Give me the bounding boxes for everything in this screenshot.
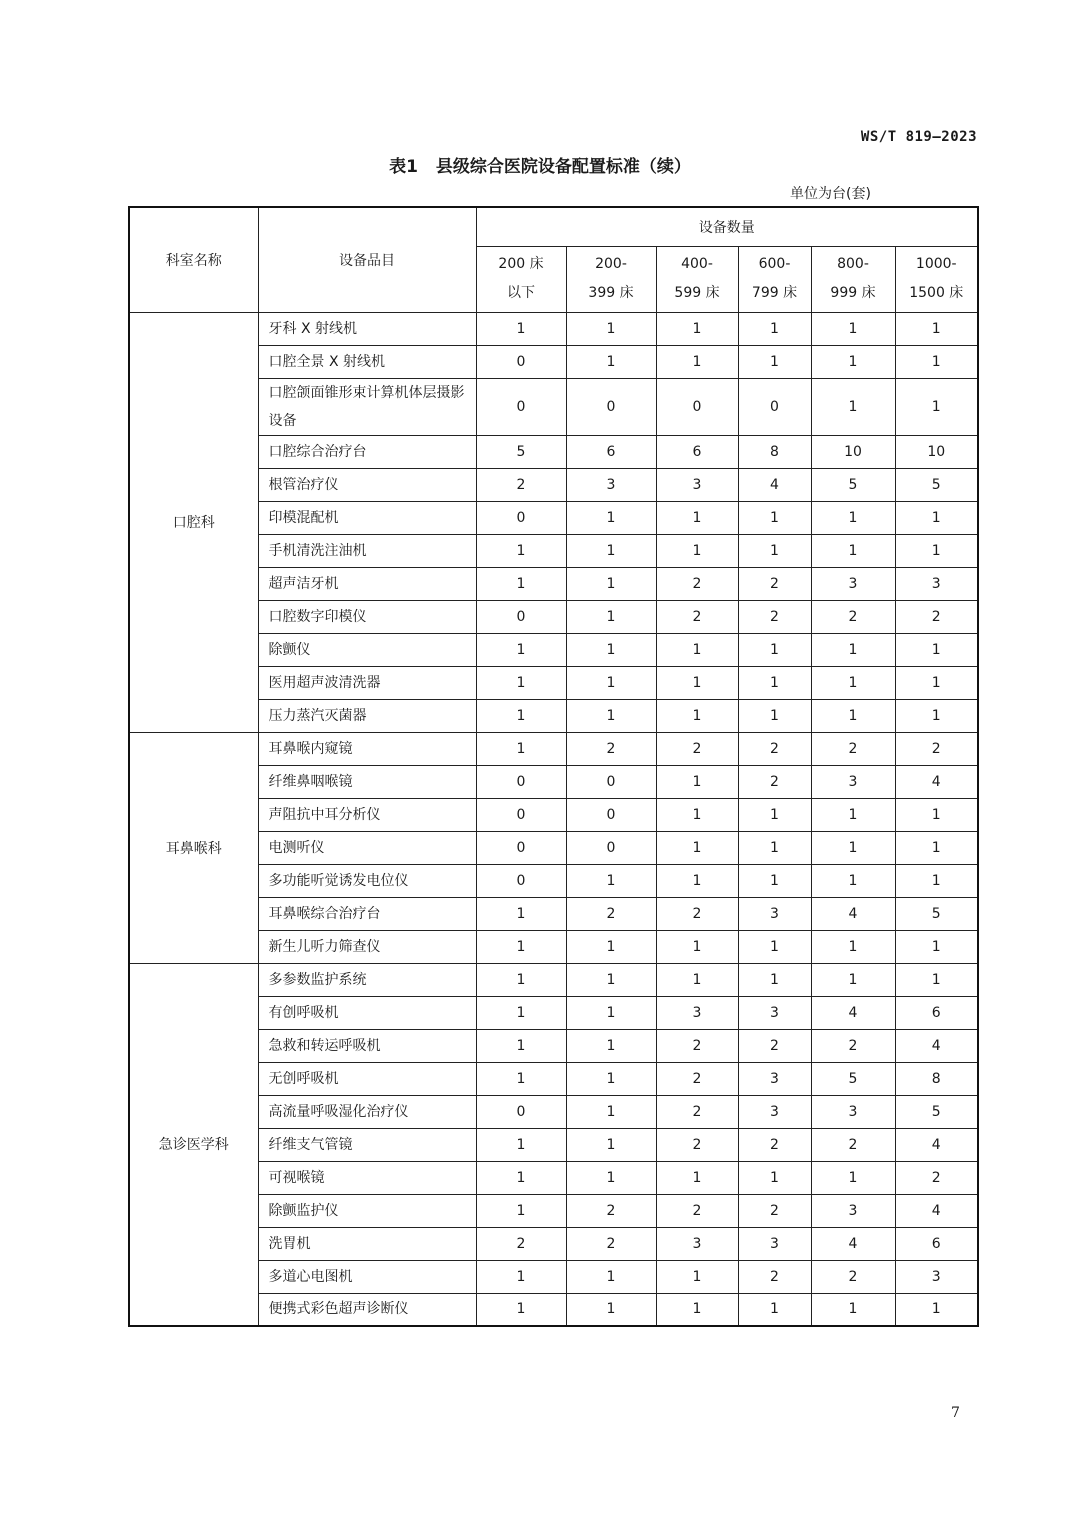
equipment-table	[128, 206, 979, 1327]
quantity-cell: 1	[738, 666, 811, 699]
quantity-cell: 2	[656, 1128, 738, 1161]
quantity-cell: 3	[811, 765, 895, 798]
quantity-cell: 10	[895, 435, 978, 468]
quantity-cell: 2	[738, 567, 811, 600]
quantity-cell: 1	[738, 798, 811, 831]
equipment-item-cell: 便携式彩色超声诊断仪	[258, 1293, 476, 1326]
quantity-cell: 2	[566, 732, 656, 765]
quantity-cell: 2	[811, 1260, 895, 1293]
equipment-item-cell: 印模混配机	[258, 501, 476, 534]
quantity-cell: 0	[566, 765, 656, 798]
header-bed-col: 1000- 1500 床	[895, 246, 978, 312]
table-row	[129, 963, 978, 996]
quantity-cell: 0	[476, 798, 566, 831]
quantity-cell: 10	[811, 435, 895, 468]
equipment-item-cell: 声阻抗中耳分析仪	[258, 798, 476, 831]
quantity-cell: 5	[895, 1095, 978, 1128]
equipment-item-cell: 口腔颌面锥形束计算机体层摄影设备	[258, 378, 476, 435]
quantity-cell: 3	[895, 567, 978, 600]
quantity-cell: 1	[566, 567, 656, 600]
quantity-cell: 1	[738, 1161, 811, 1194]
quantity-cell: 1	[476, 963, 566, 996]
dept-name-cell: 口腔科	[129, 312, 258, 732]
quantity-cell: 1	[656, 345, 738, 378]
quantity-cell: 2	[738, 1029, 811, 1062]
quantity-cell: 0	[566, 798, 656, 831]
quantity-cell: 1	[738, 831, 811, 864]
equipment-item-cell: 可视喉镜	[258, 1161, 476, 1194]
quantity-cell: 0	[476, 864, 566, 897]
equipment-item-cell: 纤维支气管镜	[258, 1128, 476, 1161]
quantity-cell: 2	[895, 732, 978, 765]
quantity-cell: 1	[738, 633, 811, 666]
quantity-cell: 1	[566, 501, 656, 534]
quantity-cell: 2	[476, 1227, 566, 1260]
table-title	[0, 152, 1080, 177]
quantity-cell: 0	[476, 378, 566, 435]
header-item: 设备品目	[258, 207, 476, 312]
quantity-cell: 1	[566, 312, 656, 345]
quantity-cell: 1	[476, 732, 566, 765]
quantity-cell: 1	[566, 1029, 656, 1062]
quantity-cell: 1	[656, 666, 738, 699]
quantity-cell: 6	[895, 1227, 978, 1260]
table-row	[129, 732, 978, 765]
quantity-cell: 1	[811, 1293, 895, 1326]
quantity-cell: 2	[738, 1128, 811, 1161]
quantity-cell: 6	[566, 435, 656, 468]
quantity-cell: 1	[566, 345, 656, 378]
quantity-cell: 5	[811, 468, 895, 501]
quantity-cell: 1	[656, 765, 738, 798]
header-bed-col: 200 床 以下	[476, 246, 566, 312]
quantity-cell: 1	[656, 699, 738, 732]
quantity-cell: 2	[738, 732, 811, 765]
quantity-cell: 1	[656, 1161, 738, 1194]
quantity-cell: 1	[656, 798, 738, 831]
quantity-cell: 2	[811, 732, 895, 765]
quantity-cell: 2	[738, 600, 811, 633]
quantity-cell: 1	[895, 930, 978, 963]
quantity-cell: 2	[566, 897, 656, 930]
quantity-cell: 2	[738, 1194, 811, 1227]
quantity-cell: 1	[566, 1128, 656, 1161]
quantity-cell: 1	[811, 378, 895, 435]
quantity-cell: 1	[811, 633, 895, 666]
quantity-cell: 1	[656, 930, 738, 963]
quantity-cell: 1	[656, 1260, 738, 1293]
quantity-cell: 2	[811, 600, 895, 633]
quantity-cell: 1	[811, 534, 895, 567]
quantity-cell: 1	[738, 501, 811, 534]
quantity-cell: 3	[566, 468, 656, 501]
quantity-cell: 1	[476, 312, 566, 345]
quantity-cell: 1	[895, 798, 978, 831]
equipment-item-cell: 新生儿听力筛查仪	[258, 930, 476, 963]
equipment-item-cell: 多参数监护系统	[258, 963, 476, 996]
quantity-cell: 1	[656, 864, 738, 897]
quantity-cell: 1	[811, 501, 895, 534]
quantity-cell: 1	[895, 633, 978, 666]
header-bed-col: 800- 999 床	[811, 246, 895, 312]
quantity-cell: 6	[656, 435, 738, 468]
quantity-cell: 1	[895, 378, 978, 435]
quantity-cell: 1	[895, 666, 978, 699]
quantity-cell: 1	[476, 534, 566, 567]
quantity-cell: 1	[566, 666, 656, 699]
quantity-cell: 3	[738, 1062, 811, 1095]
quantity-cell: 2	[656, 567, 738, 600]
quantity-cell: 1	[811, 699, 895, 732]
quantity-cell: 4	[895, 1128, 978, 1161]
quantity-cell: 3	[811, 567, 895, 600]
quantity-cell: 1	[476, 930, 566, 963]
quantity-cell: 0	[476, 600, 566, 633]
quantity-cell: 2	[566, 1227, 656, 1260]
quantity-cell: 1	[566, 1161, 656, 1194]
quantity-cell: 1	[738, 930, 811, 963]
quantity-cell: 2	[811, 1128, 895, 1161]
equipment-item-cell: 超声洁牙机	[258, 567, 476, 600]
quantity-cell: 3	[656, 996, 738, 1029]
quantity-cell: 2	[656, 1029, 738, 1062]
quantity-cell: 2	[656, 732, 738, 765]
table-header	[129, 207, 978, 312]
quantity-cell: 1	[656, 1293, 738, 1326]
quantity-cell: 1	[476, 996, 566, 1029]
equipment-item-cell: 洗胃机	[258, 1227, 476, 1260]
header-dept: 科室名称	[129, 207, 258, 312]
quantity-cell: 1	[738, 345, 811, 378]
quantity-cell: 3	[895, 1260, 978, 1293]
quantity-cell: 1	[476, 1194, 566, 1227]
quantity-cell: 1	[566, 996, 656, 1029]
quantity-cell: 2	[656, 897, 738, 930]
page-number: 7	[951, 1405, 960, 1421]
equipment-item-cell: 压力蒸汽灭菌器	[258, 699, 476, 732]
equipment-item-cell: 除颤监护仪	[258, 1194, 476, 1227]
quantity-cell: 1	[895, 1293, 978, 1326]
quantity-cell: 4	[895, 1029, 978, 1062]
quantity-cell: 2	[895, 600, 978, 633]
quantity-cell: 0	[738, 378, 811, 435]
header-bed-col: 400- 599 床	[656, 246, 738, 312]
quantity-cell: 1	[895, 501, 978, 534]
quantity-cell: 3	[656, 468, 738, 501]
equipment-item-cell: 有创呼吸机	[258, 996, 476, 1029]
quantity-cell: 1	[476, 567, 566, 600]
quantity-cell: 1	[476, 666, 566, 699]
quantity-cell: 4	[895, 1194, 978, 1227]
quantity-cell: 5	[895, 897, 978, 930]
quantity-cell: 1	[811, 831, 895, 864]
quantity-cell: 5	[476, 435, 566, 468]
quantity-cell: 1	[476, 1293, 566, 1326]
quantity-cell: 2	[895, 1161, 978, 1194]
table-row	[129, 312, 978, 345]
quantity-cell: 1	[476, 1029, 566, 1062]
quantity-cell: 0	[476, 765, 566, 798]
quantity-cell: 1	[811, 963, 895, 996]
equipment-item-cell: 医用超声波清洗器	[258, 666, 476, 699]
equipment-item-cell: 无创呼吸机	[258, 1062, 476, 1095]
table-body	[129, 312, 978, 1326]
quantity-cell: 1	[566, 633, 656, 666]
quantity-cell: 1	[738, 1293, 811, 1326]
quantity-cell: 4	[895, 765, 978, 798]
quantity-cell: 8	[895, 1062, 978, 1095]
equipment-item-cell: 多道心电图机	[258, 1260, 476, 1293]
header-bed-col: 200- 399 床	[566, 246, 656, 312]
quantity-cell: 3	[738, 897, 811, 930]
quantity-cell: 5	[895, 468, 978, 501]
equipment-item-cell: 手机清洗注油机	[258, 534, 476, 567]
quantity-cell: 2	[811, 1029, 895, 1062]
quantity-cell: 1	[476, 1062, 566, 1095]
quantity-cell: 2	[656, 1062, 738, 1095]
standard-code: WS/T 819—2023	[860, 129, 977, 145]
quantity-cell: 1	[566, 534, 656, 567]
equipment-item-cell: 耳鼻喉内窥镜	[258, 732, 476, 765]
unit-note: 单位为台(套)	[790, 186, 871, 202]
quantity-cell: 2	[738, 765, 811, 798]
quantity-cell: 3	[738, 1227, 811, 1260]
quantity-cell: 3	[738, 1095, 811, 1128]
quantity-cell: 2	[566, 1194, 656, 1227]
quantity-cell: 1	[566, 864, 656, 897]
quantity-cell: 1	[476, 699, 566, 732]
table-title-text: 县级综合医院设备配置标准（续）	[435, 157, 691, 177]
quantity-cell: 1	[566, 963, 656, 996]
quantity-cell: 3	[656, 1227, 738, 1260]
quantity-cell: 1	[566, 1293, 656, 1326]
quantity-cell: 1	[566, 600, 656, 633]
header-quantity: 设备数量	[476, 207, 978, 246]
quantity-cell: 1	[895, 963, 978, 996]
header-bed-col: 600- 799 床	[738, 246, 811, 312]
quantity-cell: 1	[738, 963, 811, 996]
quantity-cell: 8	[738, 435, 811, 468]
equipment-item-cell: 除颤仪	[258, 633, 476, 666]
quantity-cell: 1	[738, 534, 811, 567]
quantity-cell: 3	[738, 996, 811, 1029]
quantity-cell: 1	[811, 798, 895, 831]
equipment-item-cell: 急救和转运呼吸机	[258, 1029, 476, 1062]
equipment-item-cell: 口腔数字印模仪	[258, 600, 476, 633]
quantity-cell: 3	[811, 1194, 895, 1227]
quantity-cell: 1	[566, 1095, 656, 1128]
quantity-cell: 4	[811, 996, 895, 1029]
quantity-cell: 6	[895, 996, 978, 1029]
quantity-cell: 1	[656, 831, 738, 864]
quantity-cell: 1	[895, 345, 978, 378]
quantity-cell: 0	[656, 378, 738, 435]
quantity-cell: 1	[476, 897, 566, 930]
dept-name-cell: 耳鼻喉科	[129, 732, 258, 963]
equipment-item-cell: 多功能听觉诱发电位仪	[258, 864, 476, 897]
quantity-cell: 2	[656, 1095, 738, 1128]
quantity-cell: 3	[811, 1095, 895, 1128]
quantity-cell: 1	[738, 864, 811, 897]
quantity-cell: 1	[566, 1062, 656, 1095]
table-number: 表1	[389, 157, 418, 177]
quantity-cell: 1	[566, 930, 656, 963]
quantity-cell: 1	[566, 1260, 656, 1293]
quantity-cell: 1	[895, 864, 978, 897]
quantity-cell: 5	[811, 1062, 895, 1095]
equipment-item-cell: 高流量呼吸湿化治疗仪	[258, 1095, 476, 1128]
quantity-cell: 1	[811, 345, 895, 378]
quantity-cell: 0	[476, 1095, 566, 1128]
quantity-cell: 1	[895, 312, 978, 345]
equipment-item-cell: 牙科 X 射线机	[258, 312, 476, 345]
quantity-cell: 1	[656, 501, 738, 534]
quantity-cell: 1	[656, 633, 738, 666]
quantity-cell: 0	[476, 831, 566, 864]
quantity-cell: 1	[656, 963, 738, 996]
equipment-item-cell: 纤维鼻咽喉镜	[258, 765, 476, 798]
dept-name-cell: 急诊医学科	[129, 963, 258, 1326]
quantity-cell: 2	[738, 1260, 811, 1293]
quantity-cell: 1	[566, 699, 656, 732]
equipment-item-cell: 耳鼻喉综合治疗台	[258, 897, 476, 930]
quantity-cell: 4	[811, 1227, 895, 1260]
quantity-cell: 1	[738, 312, 811, 345]
equipment-item-cell: 口腔综合治疗台	[258, 435, 476, 468]
quantity-cell: 1	[656, 312, 738, 345]
quantity-cell: 1	[476, 1161, 566, 1194]
quantity-cell: 1	[895, 534, 978, 567]
quantity-cell: 1	[811, 864, 895, 897]
quantity-cell: 0	[566, 378, 656, 435]
quantity-cell: 1	[811, 1161, 895, 1194]
quantity-cell: 1	[895, 699, 978, 732]
quantity-cell: 1	[811, 930, 895, 963]
quantity-cell: 2	[476, 468, 566, 501]
quantity-cell: 1	[811, 666, 895, 699]
quantity-cell: 1	[476, 1128, 566, 1161]
quantity-cell: 4	[811, 897, 895, 930]
quantity-cell: 1	[895, 831, 978, 864]
quantity-cell: 0	[476, 345, 566, 378]
quantity-cell: 1	[476, 1260, 566, 1293]
equipment-item-cell: 口腔全景 X 射线机	[258, 345, 476, 378]
quantity-cell: 1	[811, 312, 895, 345]
quantity-cell: 0	[566, 831, 656, 864]
quantity-cell: 1	[476, 633, 566, 666]
quantity-cell: 4	[738, 468, 811, 501]
quantity-cell: 2	[656, 1194, 738, 1227]
quantity-cell: 2	[656, 600, 738, 633]
quantity-cell: 1	[656, 534, 738, 567]
equipment-item-cell: 电测听仪	[258, 831, 476, 864]
equipment-item-cell: 根管治疗仪	[258, 468, 476, 501]
quantity-cell: 0	[476, 501, 566, 534]
quantity-cell: 1	[738, 699, 811, 732]
